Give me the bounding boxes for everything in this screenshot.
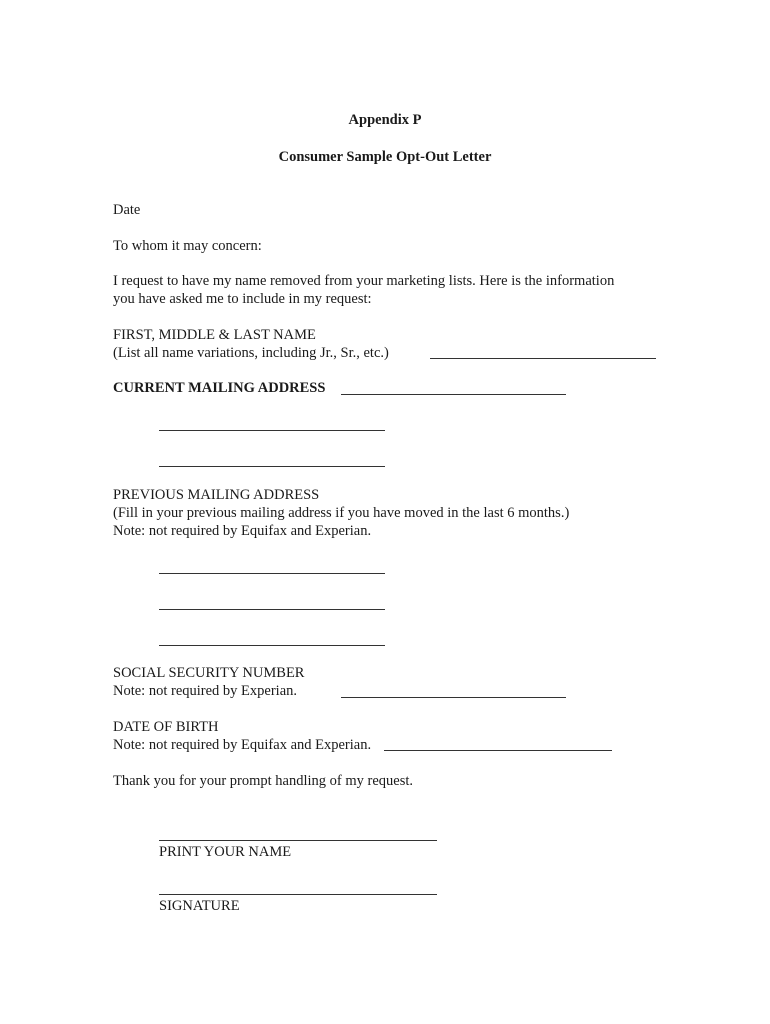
signature-line[interactable]: [159, 894, 437, 895]
intro-line-1: I request to have my name removed from your marketing lists. Here is the information: [113, 273, 615, 289]
dob-label: DATE OF BIRTH: [113, 719, 219, 735]
name-note: (List all name variations, including Jr., Sr., etc.): [113, 345, 389, 361]
name-blank-line[interactable]: [430, 358, 656, 359]
signature-label: SIGNATURE: [159, 898, 240, 914]
intro-line-2: you have asked me to include in my request:: [113, 291, 372, 307]
previous-address-line-3[interactable]: [159, 645, 385, 646]
previous-address-label: PREVIOUS MAILING ADDRESS: [113, 487, 320, 503]
current-address-blank-line[interactable]: [341, 394, 566, 395]
dob-note: Note: not required by Equifax and Experian.: [113, 737, 372, 753]
current-address-line-3[interactable]: [159, 466, 385, 467]
print-name-label: PRINT YOUR NAME: [159, 844, 292, 860]
appendix-heading: Appendix P: [348, 112, 422, 128]
print-name-line[interactable]: [159, 840, 437, 841]
previous-address-line-1[interactable]: [159, 573, 385, 574]
salutation: To whom it may concern:: [113, 238, 262, 254]
ssn-note: Note: not required by Experian.: [113, 683, 298, 699]
previous-address-note-1: (Fill in your previous mailing address if you have moved in the last 6 months.): [113, 505, 570, 521]
name-label: FIRST, MIDDLE & LAST NAME: [113, 327, 316, 343]
ssn-blank-line[interactable]: [341, 697, 566, 698]
letter-title: Consumer Sample Opt-Out Letter: [278, 149, 492, 165]
previous-address-line-2[interactable]: [159, 609, 385, 610]
date-label: Date: [113, 202, 141, 218]
thanks-line: Thank you for your prompt handling of my request.: [113, 773, 414, 789]
dob-blank-line[interactable]: [384, 750, 612, 751]
current-address-label: CURRENT MAILING ADDRESS: [113, 380, 326, 396]
current-address-line-2[interactable]: [159, 430, 385, 431]
previous-address-note-2: Note: not required by Equifax and Experian.: [113, 523, 372, 539]
ssn-label: SOCIAL SECURITY NUMBER: [113, 665, 305, 681]
